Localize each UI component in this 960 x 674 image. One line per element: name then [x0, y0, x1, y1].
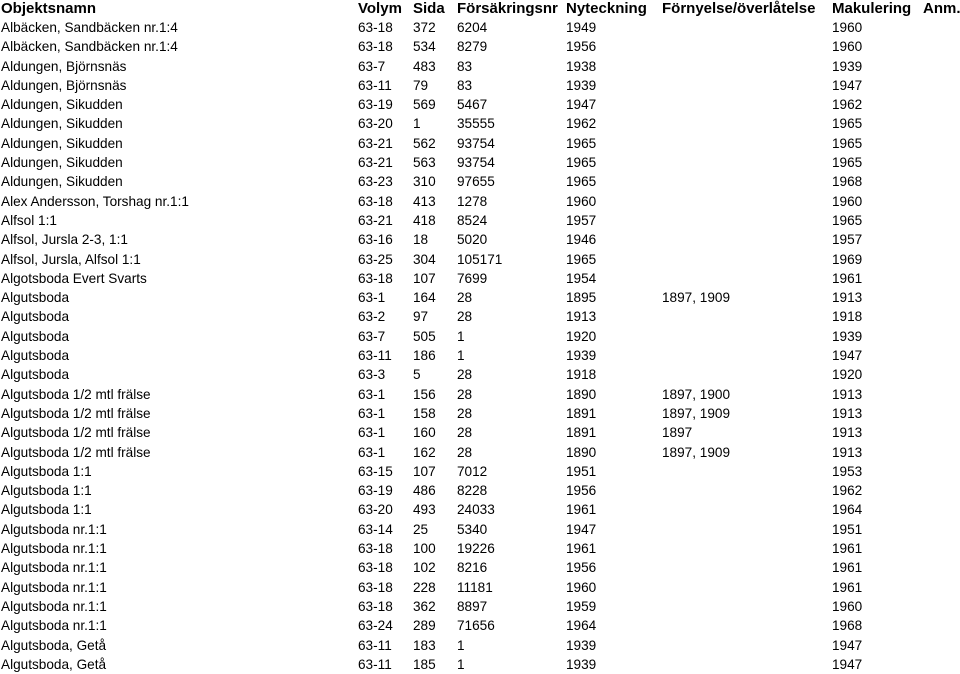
- cell-objektsnamn: Alfsol, Jursla, Alfsol 1:1: [1, 251, 141, 267]
- cell-forsakringsnr: 24033: [457, 502, 495, 518]
- cell-volym: 63-1: [358, 386, 386, 402]
- cell-makulering: 1947: [832, 348, 863, 364]
- cell-objektsnamn: Algutsboda nr.1:1: [1, 598, 107, 614]
- cell-objektsnamn: Aldungen, Sikudden: [1, 97, 123, 113]
- cell-sida: 107: [413, 463, 436, 479]
- cell-sida: 160: [413, 425, 436, 441]
- table-row: [0, 76, 960, 95]
- cell-forsakringsnr: 93754: [457, 155, 495, 171]
- cell-makulering: 1964: [832, 502, 863, 518]
- cell-volym: 63-7: [358, 328, 386, 344]
- table-row: [0, 385, 960, 404]
- cell-nyteckning: 1965: [566, 251, 597, 267]
- cell-fornyelse: 1897, 1909: [662, 405, 731, 421]
- table-row: [0, 114, 960, 133]
- table-header: [0, 0, 960, 17]
- cell-volym: 63-14: [358, 521, 393, 537]
- cell-nyteckning: 1965: [566, 135, 597, 151]
- cell-objektsnamn: Algutsboda: [1, 348, 70, 364]
- cell-sida: 156: [413, 386, 436, 402]
- cell-sida: 310: [413, 174, 436, 190]
- cell-sida: 183: [413, 637, 436, 653]
- table-row: [0, 269, 960, 288]
- cell-makulering: 1913: [832, 386, 863, 402]
- cell-objektsnamn: Algutsboda: [1, 328, 70, 344]
- cell-makulering: 1960: [832, 20, 863, 35]
- cell-forsakringsnr: 28: [457, 290, 473, 306]
- column-header-sida: Sida: [413, 0, 445, 17]
- table-row: [0, 327, 960, 346]
- cell-volym: 63-16: [358, 232, 393, 248]
- cell-objektsnamn: Algutsboda: [1, 309, 70, 325]
- cell-objektsnamn: Aldungen, Björnsnäs: [1, 58, 127, 74]
- cell-makulering: 1913: [832, 405, 863, 421]
- cell-objektsnamn: Algutsboda nr.1:1: [1, 560, 107, 576]
- cell-volym: 63-18: [358, 39, 393, 55]
- cell-objektsnamn: Aldungen, Björnsnäs: [1, 77, 127, 93]
- cell-volym: 63-19: [358, 483, 393, 499]
- cell-sida: 228: [413, 579, 436, 595]
- column-header-volym: Volym: [358, 0, 402, 17]
- cell-nyteckning: 1913: [566, 309, 597, 325]
- column-header-nyteckning: Nyteckning: [566, 0, 647, 17]
- cell-makulering: 1965: [832, 212, 863, 228]
- cell-volym: 63-3: [358, 367, 386, 383]
- cell-nyteckning: 1951: [566, 463, 597, 479]
- cell-forsakringsnr: 28: [457, 367, 473, 383]
- cell-makulering: 1953: [832, 463, 863, 479]
- table-row: [0, 37, 960, 56]
- cell-forsakringsnr: 1: [457, 637, 465, 653]
- cell-makulering: 1969: [832, 251, 863, 267]
- cell-makulering: 1947: [832, 77, 863, 93]
- cell-objektsnamn: Algutsboda 1/2 mtl frälse: [1, 386, 151, 402]
- cell-objektsnamn: Aldungen, Sikudden: [1, 116, 123, 132]
- table-row: [0, 192, 960, 211]
- cell-sida: 418: [413, 212, 436, 228]
- cell-volym: 63-11: [358, 348, 392, 364]
- cell-objektsnamn: Algutsboda nr.1:1: [1, 541, 107, 557]
- table-row: [0, 365, 960, 384]
- cell-makulering: 1913: [832, 290, 863, 306]
- table-row: [0, 172, 960, 191]
- cell-makulering: 1939: [832, 58, 863, 74]
- cell-forsakringsnr: 28: [457, 425, 473, 441]
- cell-forsakringsnr: 8216: [457, 560, 488, 576]
- table-row: [0, 95, 960, 114]
- cell-nyteckning: 1956: [566, 39, 597, 55]
- cell-objektsnamn: Algutsboda nr.1:1: [1, 521, 107, 537]
- cell-forsakringsnr: 8897: [457, 598, 488, 614]
- cell-forsakringsnr: 1278: [457, 193, 488, 209]
- cell-nyteckning: 1947: [566, 521, 597, 537]
- cell-volym: 63-1: [358, 290, 386, 306]
- cell-sida: 162: [413, 444, 436, 460]
- cell-volym: 63-19: [358, 97, 393, 113]
- cell-volym: 63-21: [358, 212, 393, 228]
- cell-volym: 63-11: [358, 637, 392, 653]
- cell-nyteckning: 1939: [566, 637, 597, 653]
- cell-volym: 63-20: [358, 502, 393, 518]
- table-row: [0, 134, 960, 153]
- cell-objektsnamn: Algutsboda: [1, 290, 70, 306]
- cell-volym: 63-18: [358, 579, 393, 595]
- table-row: [0, 558, 960, 577]
- cell-nyteckning: 1956: [566, 560, 597, 576]
- cell-forsakringsnr: 5467: [457, 97, 488, 113]
- table-row: [0, 500, 960, 519]
- table-row: [0, 153, 960, 172]
- cell-nyteckning: 1960: [566, 579, 597, 595]
- cell-makulering: 1961: [832, 270, 863, 286]
- cell-forsakringsnr: 71656: [457, 618, 495, 634]
- cell-nyteckning: 1962: [566, 116, 597, 132]
- cell-volym: 63-11: [358, 77, 392, 93]
- cell-nyteckning: 1890: [566, 386, 597, 402]
- cell-volym: 63-21: [358, 155, 393, 171]
- cell-forsakringsnr: 1: [457, 348, 465, 364]
- cell-sida: 483: [413, 58, 436, 74]
- cell-volym: 63-1: [358, 444, 386, 460]
- cell-sida: 97: [413, 309, 429, 325]
- cell-makulering: 1962: [832, 483, 863, 499]
- cell-nyteckning: 1891: [566, 405, 597, 421]
- cell-forsakringsnr: 83: [457, 77, 473, 93]
- cell-sida: 1: [413, 116, 421, 132]
- cell-objektsnamn: Algutsboda nr.1:1: [1, 579, 107, 595]
- table-row: [0, 636, 960, 655]
- cell-sida: 25: [413, 521, 429, 537]
- cell-volym: 63-18: [358, 560, 393, 576]
- table-row: [0, 211, 960, 230]
- cell-nyteckning: 1961: [566, 541, 597, 557]
- cell-objektsnamn: Algutsboda 1:1: [1, 502, 92, 518]
- cell-nyteckning: 1956: [566, 483, 597, 499]
- cell-sida: 18: [413, 232, 429, 248]
- cell-forsakringsnr: 28: [457, 386, 473, 402]
- cell-forsakringsnr: 28: [457, 444, 473, 460]
- table-row: [0, 597, 960, 616]
- cell-volym: 63-23: [358, 174, 393, 190]
- cell-sida: 102: [413, 560, 436, 576]
- cell-volym: 63-18: [358, 598, 393, 614]
- cell-nyteckning: 1895: [566, 290, 597, 306]
- cell-volym: 63-21: [358, 135, 393, 151]
- cell-sida: 413: [413, 193, 436, 209]
- cell-makulering: 1913: [832, 425, 863, 441]
- cell-forsakringsnr: 8524: [457, 212, 488, 228]
- cell-forsakringsnr: 93754: [457, 135, 495, 151]
- cell-fornyelse: 1897: [662, 425, 693, 441]
- cell-objektsnamn: Alex Andersson, Torshag nr.1:1: [1, 193, 189, 209]
- cell-sida: 493: [413, 502, 436, 518]
- cell-objektsnamn: Algutsboda 1/2 mtl frälse: [1, 444, 151, 460]
- column-header-fornyelse: Förnyelse/överlåtelse: [662, 0, 816, 17]
- cell-nyteckning: 1961: [566, 502, 597, 518]
- cell-nyteckning: 1939: [566, 348, 597, 364]
- table-row: [0, 288, 960, 307]
- cell-forsakringsnr: 7012: [457, 463, 488, 479]
- cell-makulering: 1947: [832, 656, 863, 672]
- cell-nyteckning: 1960: [566, 193, 597, 209]
- column-header-anm: Anm.: [923, 0, 960, 17]
- cell-makulering: 1965: [832, 116, 863, 132]
- cell-volym: 63-1: [358, 425, 386, 441]
- table-row: [0, 481, 960, 500]
- table-row: [0, 57, 960, 76]
- cell-nyteckning: 1920: [566, 328, 597, 344]
- cell-makulering: 1939: [832, 328, 863, 344]
- cell-sida: 100: [413, 541, 436, 557]
- cell-sida: 107: [413, 270, 436, 286]
- cell-forsakringsnr: 8228: [457, 483, 488, 499]
- cell-volym: 63-24: [358, 618, 393, 634]
- table-row: [0, 230, 960, 249]
- cell-objektsnamn: Algutsboda 1/2 mtl frälse: [1, 405, 151, 421]
- cell-fornyelse: 1897, 1909: [662, 290, 731, 306]
- table-row: [0, 250, 960, 269]
- cell-objektsnamn: Alfsol, Jursla 2-3, 1:1: [1, 232, 128, 248]
- cell-sida: 289: [413, 618, 436, 634]
- cell-nyteckning: 1964: [566, 618, 597, 634]
- cell-nyteckning: 1965: [566, 174, 597, 190]
- cell-objektsnamn: Algotsboda Evert Svarts: [1, 270, 147, 286]
- cell-nyteckning: 1959: [566, 598, 597, 614]
- cell-makulering: 1920: [832, 367, 863, 383]
- cell-objektsnamn: Alfsol 1:1: [1, 212, 57, 228]
- cell-objektsnamn: Aldungen, Sikudden: [1, 155, 123, 171]
- cell-sida: 534: [413, 39, 436, 55]
- cell-objektsnamn: Algutsboda 1:1: [1, 483, 92, 499]
- cell-forsakringsnr: 19226: [457, 541, 495, 557]
- table-row: [0, 404, 960, 423]
- cell-forsakringsnr: 11181: [457, 579, 493, 595]
- cell-volym: 63-15: [358, 463, 393, 479]
- cell-makulering: 1962: [832, 97, 863, 113]
- table-row: [0, 616, 960, 635]
- table-row: [0, 539, 960, 558]
- cell-makulering: 1961: [832, 541, 863, 557]
- table-row: [0, 578, 960, 597]
- cell-forsakringsnr: 1: [457, 328, 465, 344]
- cell-objektsnamn: Aldungen, Sikudden: [1, 135, 123, 151]
- cell-makulering: 1960: [832, 193, 863, 209]
- cell-volym: 63-18: [358, 193, 393, 209]
- cell-volym: 63-18: [358, 20, 393, 35]
- cell-forsakringsnr: 35555: [457, 116, 495, 132]
- cell-objektsnamn: Aldungen, Sikudden: [1, 174, 123, 190]
- cell-objektsnamn: Algutsboda nr.1:1: [1, 618, 107, 634]
- cell-makulering: 1961: [832, 560, 863, 576]
- cell-makulering: 1947: [832, 637, 863, 653]
- cell-nyteckning: 1965: [566, 155, 597, 171]
- table-row: [0, 423, 960, 442]
- cell-nyteckning: 1954: [566, 270, 597, 286]
- cell-makulering: 1965: [832, 135, 863, 151]
- table-row: [0, 307, 960, 326]
- cell-forsakringsnr: 28: [457, 405, 473, 421]
- cell-nyteckning: 1946: [566, 232, 597, 248]
- cell-sida: 158: [413, 405, 436, 421]
- column-header-makulering: Makulering: [832, 0, 912, 17]
- cell-makulering: 1968: [832, 174, 863, 190]
- cell-makulering: 1960: [832, 598, 863, 614]
- cell-makulering: 1960: [832, 39, 863, 55]
- table-row: [0, 443, 960, 462]
- cell-volym: 63-1: [358, 405, 386, 421]
- cell-fornyelse: 1897, 1909: [662, 444, 731, 460]
- cell-forsakringsnr: 5340: [457, 521, 488, 537]
- column-header-objektsnamn: Objektsnamn: [1, 0, 97, 17]
- table-row: [0, 462, 960, 481]
- cell-volym: 63-20: [358, 116, 393, 132]
- cell-forsakringsnr: 105171: [457, 251, 503, 267]
- cell-nyteckning: 1949: [566, 20, 597, 35]
- cell-sida: 362: [413, 598, 436, 614]
- table-row: [0, 520, 960, 539]
- cell-makulering: 1965: [832, 155, 863, 171]
- table-row: [0, 346, 960, 365]
- cell-nyteckning: 1918: [566, 367, 597, 383]
- cell-forsakringsnr: 7699: [457, 270, 488, 286]
- cell-forsakringsnr: 5020: [457, 232, 488, 248]
- cell-nyteckning: 1890: [566, 444, 597, 460]
- cell-volym: 63-18: [358, 270, 393, 286]
- cell-nyteckning: 1939: [566, 656, 597, 672]
- cell-nyteckning: 1891: [566, 425, 597, 441]
- cell-objektsnamn: Algutsboda, Getå: [1, 637, 107, 653]
- cell-objektsnamn: Algutsboda 1:1: [1, 463, 92, 479]
- cell-forsakringsnr: 8279: [457, 39, 488, 55]
- column-header-forsakringsnr: Försäkringsnr: [457, 0, 558, 17]
- cell-makulering: 1913: [832, 444, 863, 460]
- cell-objektsnamn: Albäcken, Sandbäcken nr.1:4: [1, 20, 178, 35]
- cell-makulering: 1951: [832, 521, 863, 537]
- table-row: [0, 655, 960, 674]
- cell-sida: 505: [413, 328, 436, 344]
- cell-volym: 63-25: [358, 251, 393, 267]
- cell-sida: 304: [413, 251, 436, 267]
- cell-objektsnamn: Algutsboda: [1, 367, 70, 383]
- cell-sida: 79: [413, 77, 429, 93]
- cell-sida: 562: [413, 135, 436, 151]
- cell-nyteckning: 1939: [566, 77, 597, 93]
- cell-forsakringsnr: 6204: [457, 20, 488, 35]
- cell-fornyelse: 1897, 1900: [662, 386, 731, 402]
- cell-sida: 486: [413, 483, 436, 499]
- cell-makulering: 1957: [832, 232, 863, 248]
- cell-nyteckning: 1957: [566, 212, 597, 228]
- cell-makulering: 1961: [832, 579, 863, 595]
- cell-sida: 186: [413, 348, 436, 364]
- cell-forsakringsnr: 1: [457, 656, 465, 672]
- cell-sida: 569: [413, 97, 436, 113]
- cell-objektsnamn: Algutsboda 1/2 mtl frälse: [1, 425, 151, 441]
- cell-forsakringsnr: 83: [457, 58, 473, 74]
- cell-sida: 372: [413, 20, 436, 35]
- cell-volym: 63-2: [358, 309, 386, 325]
- table-row: [0, 18, 960, 37]
- cell-volym: 63-18: [358, 541, 393, 557]
- cell-forsakringsnr: 97655: [457, 174, 495, 190]
- cell-sida: 164: [413, 290, 436, 306]
- cell-objektsnamn: Algutsboda, Getå: [1, 656, 107, 672]
- cell-makulering: 1968: [832, 618, 863, 634]
- cell-volym: 63-11: [358, 656, 392, 672]
- cell-nyteckning: 1938: [566, 58, 597, 74]
- cell-forsakringsnr: 28: [457, 309, 473, 325]
- cell-nyteckning: 1947: [566, 97, 597, 113]
- table-body: [0, 18, 960, 674]
- cell-sida: 5: [413, 367, 421, 383]
- cell-sida: 185: [413, 656, 436, 672]
- cell-objektsnamn: Albäcken, Sandbäcken nr.1:4: [1, 39, 178, 55]
- cell-makulering: 1918: [832, 309, 863, 325]
- cell-sida: 563: [413, 155, 436, 171]
- cell-volym: 63-7: [358, 58, 386, 74]
